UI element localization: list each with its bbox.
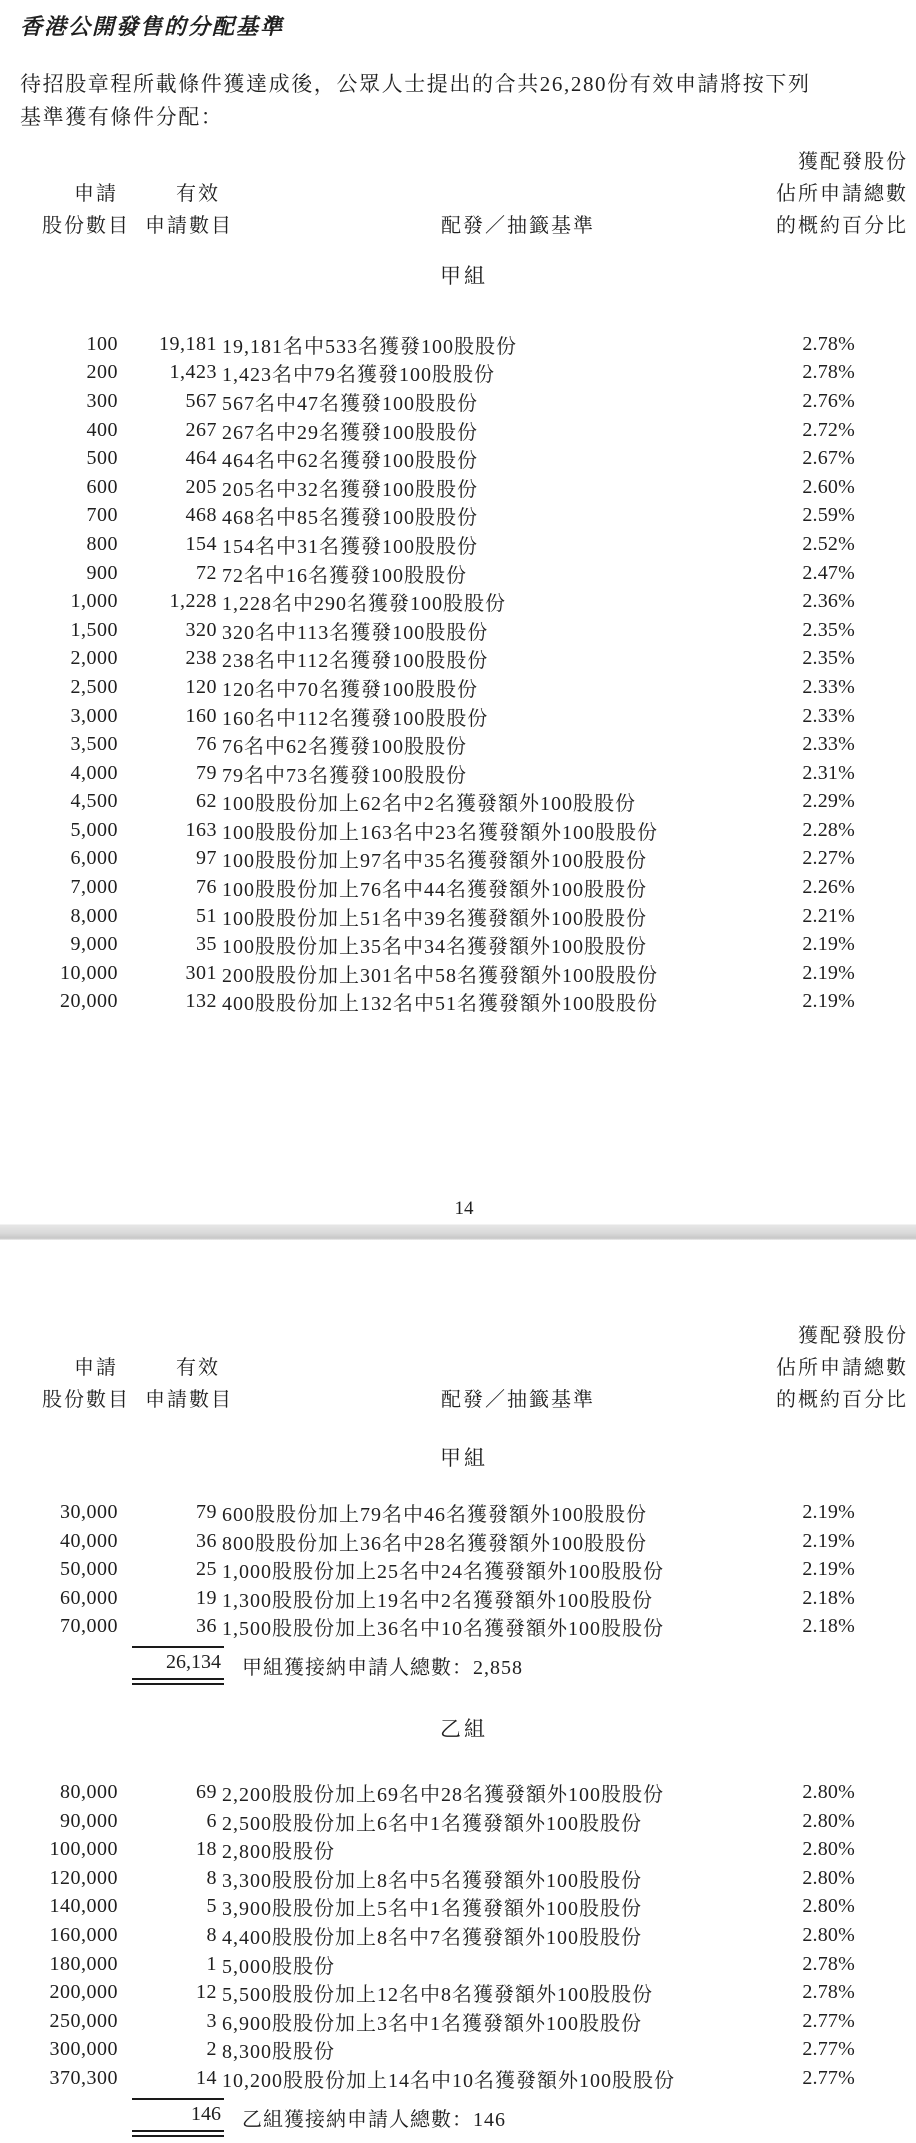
valid-applications-cell: 79 (196, 1501, 217, 1524)
shares-applied-cell: 6,000 (70, 847, 118, 870)
allocation-basis-cell: 800股股份加上36名中28名獲發額外100股股份 (222, 1532, 647, 1555)
header-percentage: 獲配發股份 佔所申請總數 的概約百分比 (776, 1325, 908, 1412)
allocation-basis-cell: 100股股份加上76名中44名獲發額外100股股份 (222, 879, 647, 902)
allocation-basis-cell: 2,800股股份 (222, 1841, 335, 1864)
allocation-basis-cell: 2,500股股份加上6名中1名獲發額外100股股份 (222, 1812, 642, 1835)
percentage-cell: 2.19% (802, 990, 855, 1013)
shares-applied-cell: 160,000 (49, 1923, 118, 1946)
valid-applications-cell: 35 (196, 933, 217, 956)
valid-applications-cell: 5 (206, 1895, 217, 1918)
percentage-cell: 2.52% (802, 532, 855, 555)
valid-applications-cell: 25 (196, 1558, 217, 1581)
allocation-basis-cell: 154名中31名獲發100股股份 (222, 535, 478, 558)
valid-applications-cell: 79 (196, 761, 217, 784)
shares-applied-cell: 30,000 (60, 1501, 118, 1524)
allocation-row (20, 559, 908, 588)
allocation-row (20, 816, 908, 845)
group-b-heading: 乙組 (440, 1717, 488, 1742)
shares-applied-cell: 2,500 (70, 675, 118, 698)
allocation-basis-cell: 3,300股股份加上8名中5名獲發額外100股股份 (222, 1869, 642, 1892)
group-a-rows-page2 (20, 1498, 908, 1641)
allocation-basis-cell: 19,181名中533名獲發100股股份 (222, 335, 517, 358)
percentage-cell: 2.35% (802, 647, 855, 670)
valid-applications-cell: 163 (185, 818, 217, 841)
valid-applications-cell: 132 (185, 990, 217, 1013)
shares-applied-cell: 1,500 (70, 618, 118, 641)
intro-line-2: 基準獲有條件分配： (20, 105, 224, 129)
allocation-basis-cell: 200股股份加上301名中58名獲發額外100股股份 (222, 964, 658, 987)
allocation-row (20, 473, 908, 502)
allocation-basis-cell: 6,900股股份加上3名中1名獲發額外100股股份 (222, 2012, 642, 2035)
shares-applied-cell: 300,000 (49, 2038, 118, 2061)
percentage-cell: 2.33% (802, 704, 855, 727)
percentage-cell: 2.80% (802, 1895, 855, 1918)
shares-applied-cell: 10,000 (60, 961, 118, 984)
valid-applications-cell: 154 (185, 532, 217, 555)
valid-applications-cell: 3 (206, 2009, 217, 2032)
allocation-basis-cell: 320名中113名獲發100股股份 (222, 621, 489, 644)
valid-applications-cell: 19,181 (159, 332, 217, 355)
shares-applied-cell: 4,500 (70, 790, 118, 813)
valid-applications-cell: 36 (196, 1615, 217, 1638)
group-a-total-value: 26,134 (132, 1646, 224, 1685)
allocation-row (20, 359, 908, 388)
shares-applied-cell: 70,000 (60, 1615, 118, 1638)
shares-applied-cell: 4,000 (70, 761, 118, 784)
valid-applications-cell: 51 (196, 904, 217, 927)
percentage-cell: 2.80% (802, 1923, 855, 1946)
valid-applications-cell: 1,423 (169, 361, 217, 384)
shares-applied-cell: 3,500 (70, 733, 118, 756)
shares-applied-cell: 100,000 (49, 1838, 118, 1861)
allocation-row (20, 2007, 908, 2036)
allocation-basis-cell: 8,300股股份 (222, 2041, 335, 2064)
allocation-row (20, 873, 908, 902)
shares-applied-cell: 370,300 (49, 2066, 118, 2089)
percentage-cell: 2.77% (802, 2038, 855, 2061)
allocation-row (20, 1498, 908, 1527)
shares-applied-cell: 50,000 (60, 1558, 118, 1581)
allocation-row (20, 845, 908, 874)
group-a-heading-page2: 甲組 (440, 1446, 488, 1471)
page-number: 14 (454, 1198, 474, 1220)
allocation-row (20, 387, 908, 416)
valid-applications-cell: 120 (185, 675, 217, 698)
allocation-row (20, 330, 908, 359)
valid-applications-cell: 14 (196, 2066, 217, 2089)
header-allocation-basis: 配發／抽籤基準 (441, 1389, 595, 1412)
valid-applications-cell: 238 (185, 647, 217, 670)
allocation-basis-cell: 238名中112名獲發100股股份 (222, 650, 489, 673)
valid-applications-cell: 97 (196, 847, 217, 870)
shares-applied-cell: 5,000 (70, 818, 118, 841)
allocation-basis-cell: 2,200股股份加上69名中28名獲發額外100股股份 (222, 1784, 664, 1807)
allocation-row (20, 1864, 908, 1893)
valid-applications-cell: 76 (196, 876, 217, 899)
valid-applications-cell: 320 (185, 618, 217, 641)
allocation-basis-cell: 400股股份加上132名中51名獲發額外100股股份 (222, 993, 658, 1016)
allocation-basis-cell: 76名中62名獲發100股股份 (222, 736, 467, 759)
percentage-cell: 2.76% (802, 389, 855, 412)
header-valid-applications: 有效 申請數目 (145, 183, 233, 237)
percentage-cell: 2.29% (802, 790, 855, 813)
shares-applied-cell: 2,000 (70, 647, 118, 670)
shares-applied-cell: 40,000 (60, 1529, 118, 1552)
shares-applied-cell: 120,000 (49, 1866, 118, 1889)
valid-applications-cell: 8 (206, 1923, 217, 1946)
valid-applications-cell: 301 (185, 961, 217, 984)
allocation-basis-cell: 100股股份加上97名中35名獲發額外100股股份 (222, 850, 647, 873)
shares-applied-cell: 100 (86, 332, 118, 355)
group-a-rows-page1 (20, 330, 908, 1016)
allocation-row (20, 1835, 908, 1864)
shares-applied-cell: 140,000 (49, 1895, 118, 1918)
allocation-basis-cell: 1,500股股份加上36名中10名獲發額外100股股份 (222, 1618, 664, 1641)
allocation-row (20, 1893, 908, 1922)
shares-applied-cell: 400 (86, 418, 118, 441)
allocation-basis-cell: 468名中85名獲發100股股份 (222, 507, 478, 530)
allocation-row (20, 530, 908, 559)
group-b-total-label: 乙組獲接納申請人總數：146 (242, 2108, 506, 2131)
allocation-row (20, 1921, 908, 1950)
valid-applications-cell: 72 (196, 561, 217, 584)
allocation-basis-cell: 1,300股股份加上19名中2名獲發額外100股股份 (222, 1589, 653, 1612)
shares-applied-cell: 20,000 (60, 990, 118, 1013)
header-valid-applications: 有效 申請數目 (145, 1357, 233, 1412)
shares-applied-cell: 500 (86, 447, 118, 470)
percentage-cell: 2.80% (802, 1781, 855, 1804)
shares-applied-cell: 60,000 (60, 1586, 118, 1609)
shares-applied-cell: 80,000 (60, 1781, 118, 1804)
allocation-basis-cell: 4,400股股份加上8名中7名獲發額外100股股份 (222, 1926, 642, 1949)
shares-applied-cell: 7,000 (70, 876, 118, 899)
shares-applied-cell: 800 (86, 532, 118, 555)
percentage-cell: 2.47% (802, 561, 855, 584)
allocation-row (20, 730, 908, 759)
percentage-cell: 2.18% (802, 1615, 855, 1638)
percentage-cell: 2.33% (802, 733, 855, 756)
intro-line-1: 待招股章程所載條件獲達成後，公眾人士提出的合共26,280份有效申請將按下列 (20, 72, 811, 96)
allocation-basis-cell: 1,423名中79名獲發100股股份 (222, 364, 495, 387)
shares-applied-cell: 1,000 (70, 590, 118, 613)
percentage-cell: 2.19% (802, 1529, 855, 1552)
valid-applications-cell: 8 (206, 1866, 217, 1889)
allocation-row (20, 645, 908, 674)
allocation-basis-cell: 600股股份加上79名中46名獲發額外100股股份 (222, 1504, 647, 1527)
allocation-row (20, 702, 908, 731)
percentage-cell: 2.35% (802, 618, 855, 641)
shares-applied-cell: 300 (86, 389, 118, 412)
percentage-cell: 2.19% (802, 961, 855, 984)
percentage-cell: 2.31% (802, 761, 855, 784)
allocation-basis-cell: 205名中32名獲發100股股份 (222, 478, 478, 501)
allocation-row (20, 1527, 908, 1556)
percentage-cell: 2.59% (802, 504, 855, 527)
shares-applied-cell: 8,000 (70, 904, 118, 927)
allocation-row (20, 788, 908, 817)
allocation-basis-cell: 464名中62名獲發100股股份 (222, 450, 478, 473)
group-a-heading-page1: 甲組 (440, 264, 488, 288)
valid-applications-cell: 1,228 (169, 590, 217, 613)
percentage-cell: 2.78% (802, 1952, 855, 1975)
valid-applications-cell: 205 (185, 475, 217, 498)
percentage-cell: 2.77% (802, 2009, 855, 2032)
valid-applications-cell: 36 (196, 1529, 217, 1552)
percentage-cell: 2.78% (802, 332, 855, 355)
shares-applied-cell: 200,000 (49, 1981, 118, 2004)
group-a-total-row (20, 1646, 908, 1685)
percentage-cell: 2.60% (802, 475, 855, 498)
page-title: 香港公開發售的分配基準 (20, 14, 285, 39)
percentage-cell: 2.80% (802, 1809, 855, 1832)
allocation-row (20, 1978, 908, 2007)
allocation-basis-cell: 120名中70名獲發100股股份 (222, 678, 478, 701)
percentage-cell: 2.80% (802, 1866, 855, 1889)
valid-applications-cell: 160 (185, 704, 217, 727)
allocation-basis-cell: 3,900股股份加上5名中1名獲發額外100股股份 (222, 1898, 642, 1921)
group-b-rows (20, 1778, 908, 2093)
allocation-row (20, 1584, 908, 1613)
group-b-total-value: 146 (132, 2098, 224, 2137)
allocation-basis-cell: 79名中73名獲發100股股份 (222, 764, 467, 787)
page-separator (0, 1224, 916, 1240)
valid-applications-cell: 18 (196, 1838, 217, 1861)
header-shares-applied: 申請 股份數目 (42, 183, 130, 237)
shares-applied-cell: 180,000 (49, 1952, 118, 1975)
header-shares-applied: 申請 股份數目 (42, 1357, 130, 1412)
allocation-basis-cell: 100股股份加上51名中39名獲發額外100股股份 (222, 907, 647, 930)
table-header-page2 (20, 1320, 908, 1416)
percentage-cell: 2.78% (802, 361, 855, 384)
percentage-cell: 2.26% (802, 876, 855, 899)
allocation-row (20, 988, 908, 1017)
valid-applications-cell: 1 (206, 1952, 217, 1975)
percentage-cell: 2.67% (802, 447, 855, 470)
allocation-basis-cell: 10,200股股份加上14名中10名獲發額外100股股份 (222, 2069, 675, 2092)
allocation-row (20, 587, 908, 616)
header-percentage: 獲配發股份 佔所申請總數 的概約百分比 (776, 151, 908, 237)
percentage-cell: 2.80% (802, 1838, 855, 1861)
allocation-row (20, 616, 908, 645)
percentage-cell: 2.72% (802, 418, 855, 441)
header-allocation-basis: 配發／抽籤基準 (441, 215, 595, 237)
allocation-row (20, 444, 908, 473)
table-header (20, 146, 908, 242)
percentage-cell: 2.27% (802, 847, 855, 870)
shares-applied-cell: 3,000 (70, 704, 118, 727)
allocation-row (20, 2064, 908, 2093)
allocation-basis-cell: 5,500股股份加上12名中8名獲發額外100股股份 (222, 1984, 653, 2007)
valid-applications-cell: 12 (196, 1981, 217, 2004)
document-page-2 (0, 1240, 916, 2137)
valid-applications-cell: 464 (185, 447, 217, 470)
valid-applications-cell: 468 (185, 504, 217, 527)
percentage-cell: 2.19% (802, 1558, 855, 1581)
percentage-cell: 2.77% (802, 2066, 855, 2089)
allocation-row (20, 902, 908, 931)
percentage-cell: 2.33% (802, 675, 855, 698)
valid-applications-cell: 62 (196, 790, 217, 813)
shares-applied-cell: 700 (86, 504, 118, 527)
allocation-row (20, 416, 908, 445)
percentage-cell: 2.19% (802, 1501, 855, 1524)
valid-applications-cell: 19 (196, 1586, 217, 1609)
allocation-basis-cell: 5,000股股份 (222, 1955, 335, 1978)
intro-paragraph (20, 68, 908, 134)
valid-applications-cell: 567 (185, 389, 217, 412)
allocation-row (20, 502, 908, 531)
allocation-basis-cell: 160名中112名獲發100股股份 (222, 707, 489, 730)
percentage-cell: 2.19% (802, 933, 855, 956)
allocation-row (20, 673, 908, 702)
allocation-row (20, 2036, 908, 2065)
allocation-basis-cell: 100股股份加上35名中34名獲發額外100股股份 (222, 936, 647, 959)
allocation-row (20, 930, 908, 959)
allocation-row (20, 1613, 908, 1642)
allocation-row (20, 1555, 908, 1584)
valid-applications-cell: 76 (196, 733, 217, 756)
allocation-row (20, 1950, 908, 1979)
allocation-basis-cell: 1,228名中290名獲發100股股份 (222, 593, 506, 616)
allocation-basis-cell: 100股股份加上62名中2名獲發額外100股股份 (222, 793, 636, 816)
percentage-cell: 2.21% (802, 904, 855, 927)
valid-applications-cell: 2 (206, 2038, 217, 2061)
valid-applications-cell: 69 (196, 1781, 217, 1804)
valid-applications-cell: 267 (185, 418, 217, 441)
allocation-basis-cell: 72名中16名獲發100股股份 (222, 564, 467, 587)
allocation-row (20, 1778, 908, 1807)
shares-applied-cell: 600 (86, 475, 118, 498)
group-a-total-label: 甲組獲接納申請人總數：2,858 (242, 1657, 523, 1680)
shares-applied-cell: 90,000 (60, 1809, 118, 1832)
allocation-row (20, 1807, 908, 1836)
allocation-row (20, 959, 908, 988)
shares-applied-cell: 9,000 (70, 933, 118, 956)
allocation-row (20, 759, 908, 788)
percentage-cell: 2.36% (802, 590, 855, 613)
shares-applied-cell: 200 (86, 361, 118, 384)
allocation-basis-cell: 267名中29名獲發100股股份 (222, 421, 478, 444)
allocation-basis-cell: 100股股份加上163名中23名獲發額外100股股份 (222, 821, 658, 844)
valid-applications-cell: 6 (206, 1809, 217, 1832)
percentage-cell: 2.78% (802, 1981, 855, 2004)
shares-applied-cell: 250,000 (49, 2009, 118, 2032)
percentage-cell: 2.28% (802, 818, 855, 841)
allocation-basis-cell: 567名中47名獲發100股股份 (222, 392, 478, 415)
percentage-cell: 2.18% (802, 1586, 855, 1609)
group-b-total-row (20, 2098, 908, 2137)
shares-applied-cell: 900 (86, 561, 118, 584)
allocation-basis-cell: 1,000股股份加上25名中24名獲發額外100股股份 (222, 1561, 664, 1584)
